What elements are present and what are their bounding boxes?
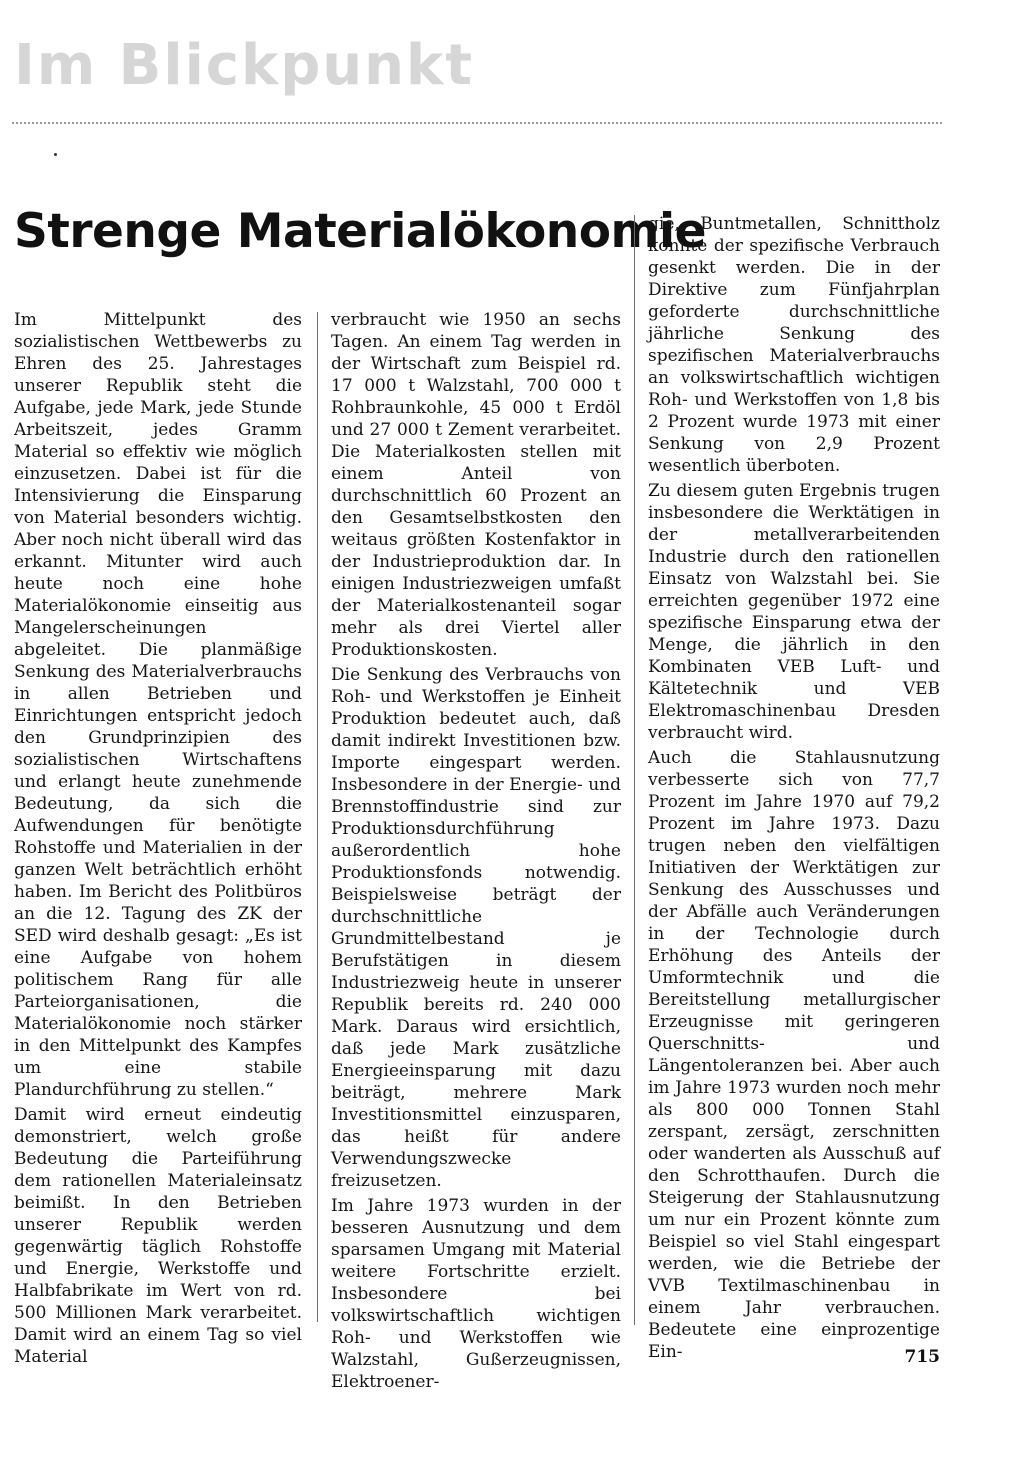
header-rule	[12, 122, 942, 124]
article-title: Strenge Materialökonomie	[14, 204, 706, 259]
column-divider-2	[634, 215, 635, 1325]
page-number: 715	[904, 1347, 940, 1367]
paragraph: Auch die Stahlausnutzung verbesserte sich von 77,7 Prozent im Jahre 1970 auf 79,2 Prozent im Jahre 1973. Dazu trugen neben den vielfältigen Initiativen der Werktätigen zur Senkung des Ausschusses und der Abfälle auch Veränderungen in der Technologie durch Erhöhung des Anteils der Umformtechnik und die Bereitstellung metallurgischer Erzeugnisse mit geringeren Querschnitts- und Längentoleranzen bei. Aber auch im Jahre 1973 wurden noch mehr als 800 000 Tonnen Stahl zerspant, zersägt, zerschnitten oder wanderten als Ausschuß auf den Schrotthaufen. Durch die Steigerung der Stahlausnutzung um nur ein Prozent könnte zum Beispiel so viel Stahl eingespart werden, wie die Betriebe der VVB Textilmaschinenbau in einem Jahr verbrauchen. Bedeutete eine einprozentige Ein-	[648, 748, 940, 1362]
article-column-2	[331, 309, 621, 1393]
paragraph: gie, Buntmetallen, Schnittholz konnte der spezifische Verbrauch gesenkt werden. Die in der Direktive zum Fünfjahrplan geforderte durchschnittliche jährliche Senkung des spezifischen Materialverbrauchs an volkswirtschaftlich wichtigen Roh- und Werkstoffen von 1,8 bis 2 Prozent wurde 1973 mit einer Senkung von 2,9 Prozent wesentlich überboten.	[648, 214, 940, 476]
stray-dot	[54, 153, 57, 156]
paragraph: verbraucht wie 1950 an sechs Tagen. An einem Tag werden in der Wirtschaft zum Beispiel rd. 17 000 t Walzstahl, 700 000 t Rohbraunkohle, 45 000 t Erdöl und 27 000 t Zement verarbeitet. Die Materialkosten stellen mit einem Anteil von durchschnittlich 60 Prozent an den Gesamtselbstkosten den weitaus größten Kostenfaktor in der Industrieproduktion dar. In einigen Industriezweigen umfaßt der Materialkostenanteil sogar mehr als drei Viertel aller Produktionskosten.	[331, 310, 621, 660]
paragraph: Damit wird erneut eindeutig demonstriert, welch große Bedeutung die Parteiführung dem rationellen Materialeinsatz beimißt. In den Betrieben unserer Republik werden gegenwärtig täglich Rohstoffe und Energie, Werkstoffe und Halbfabrikate im Wert von rd. 500 Millionen Mark verarbeitet. Damit wird an einem Tag so viel Material	[14, 1105, 302, 1367]
section-header: Im Blickpunkt	[14, 33, 475, 98]
article-column-3	[648, 213, 940, 1363]
paragraph: Im Jahre 1973 wurden in der besseren Ausnutzung und dem sparsamen Umgang mit Material weitere Fortschritte erzielt. Insbesondere bei volkswirtschaftlich wichtigen Roh- und Werkstoffen wie Walzstahl, Gußerzeugnissen, Elektroener-	[331, 1196, 621, 1392]
paragraph: Im Mittelpunkt des sozialistischen Wettbewerbs zu Ehren des 25. Jahrestages unserer Republik steht die Aufgabe, jede Mark, jede Stunde Arbeitszeit, jedes Gramm Material so effektiv wie möglich einzusetzen. Dabei ist für die Intensivierung die Einsparung von Material besonders wichtig. Aber noch nicht überall wird das erkannt. Mitunter wird auch heute noch eine hohe Materialökonomie einseitig aus Mangelerscheinungen abgeleitet. Die planmäßige Senkung des Materialverbrauchs in allen Betrieben und Einrichtungen entspricht jedoch den Grundprinzipien des sozialistischen Wirtschaftens und erlangt heute zunehmende Bedeutung, da sich die Aufwendungen für benötigte Rohstoffe und Materialien in der ganzen Welt beträchtlich erhöht haben. Im Bericht des Politbüros an die 12. Tagung des ZK der SED wird deshalb gesagt: „Es ist eine Aufgabe von hohem politischem Rang für alle Parteiorganisationen, die Materialökonomie noch stärker in den Mittelpunkt des Kampfes um eine stabile Plandurchführung zu stellen.“	[14, 310, 302, 1100]
paragraph: Die Senkung des Verbrauchs von Roh- und Werkstoffen je Einheit Produktion bedeutet auch, daß damit indirekt Investitionen bzw. Importe eingespart werden. Insbesondere in der Energie- und Brennstoffindustrie sind zur Produktionsdurchführung außerordentlich hohe Produktionsfonds notwendig. Beispielsweise beträgt der durchschnittliche Grundmittelbestand je Berufstätigen in diesem Industriezweig heute in unserer Republik bereits rd. 240 000 Mark. Daraus wird ersichtlich, daß jede Mark zusätzliche Energieeinsparung mit dazu beiträgt, mehrere Mark Investitionsmittel einzusparen, das heißt für andere Verwendungszwecke freizusetzen.	[331, 665, 621, 1191]
article-column-1	[14, 309, 302, 1368]
column-divider-1	[317, 312, 318, 1322]
paragraph: Zu diesem guten Ergebnis trugen insbesondere die Werktätigen in der metallverarbeitenden Industrie durch den rationellen Einsatz von Walzstahl bei. Sie erreichten gegenüber 1972 eine spezifische Einsparung etwa der Menge, die jährlich in den Kombinaten VEB Luft- und Kältetechnik und VEB Elektromaschinenbau Dresden verbraucht wird.	[648, 481, 940, 743]
